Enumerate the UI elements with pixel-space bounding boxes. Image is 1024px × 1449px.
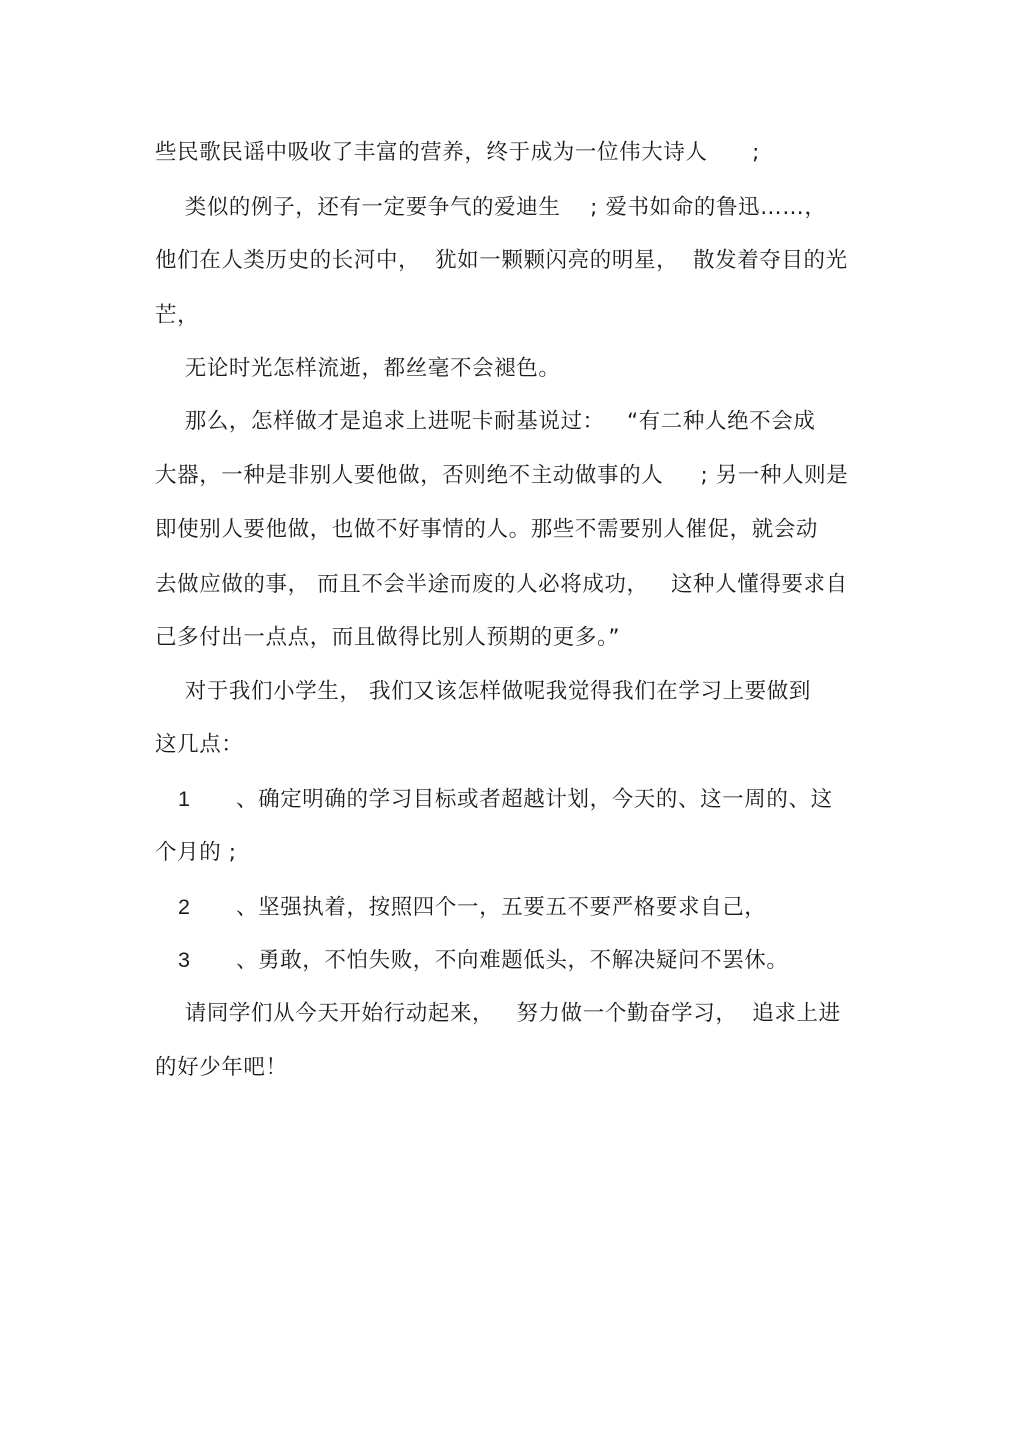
list-item-text: 、勇敢，不怕失败，不向难题低头，不解决疑问不罢休。 — [236, 948, 789, 973]
text-line: 他们在人类历史的长河中， 犹如一颗颗闪亮的明星， 散发着夺目的光 — [155, 248, 848, 273]
text-line: 的好少年吧！ — [155, 1055, 288, 1080]
list-item-number: 1 — [178, 787, 191, 811]
list-item-text: 、坚强执着，按照四个一，五要五不要严格要求自己， — [236, 895, 767, 920]
text-line: 芒， — [155, 303, 200, 328]
text-line: 大器，一种是非别人要他做，否则绝不主动做事的人 ; 另一种人则是 — [155, 463, 849, 488]
text-line: 无论时光怎样流逝，都丝毫不会褪色。 — [155, 356, 561, 381]
list-item-number: 3 — [178, 948, 191, 972]
text-line: 那么，怎样做才是追求上进呢卡耐基说过： “有二种人绝不会成 — [155, 409, 816, 434]
list-item — [178, 945, 789, 976]
text-line: 这几点： — [155, 732, 244, 757]
list-item-text: 、确定明确的学习目标或者超越计划，今天的、这一周的、这 — [236, 787, 833, 812]
list-item — [178, 892, 766, 923]
text-line: 即使别人要他做，也做不好事情的人。那些不需要别人催促，就会动 — [155, 517, 819, 542]
list-item — [178, 784, 833, 815]
text-line: 己多付出一点点，而且做得比别人预期的更多。” — [155, 625, 621, 650]
list-item-number: 2 — [178, 895, 191, 919]
text-line: 些民歌民谣中吸收了丰富的营养，终于成为一位伟大诗人 ; — [155, 140, 760, 165]
text-line: 类似的例子，还有一定要争气的爱迪生 ; 爱书如命的鲁迅……， — [155, 195, 827, 220]
text-line: 去做应做的事， 而且不会半途而废的人必将成功， 这种人懂得要求自 — [155, 572, 848, 597]
text-line: 对于我们小学生， 我们又该怎样做呢我觉得我们在学习上要做到 — [155, 679, 811, 704]
text-line: 个月的 ; — [155, 840, 237, 865]
text-line: 请同学们从今天开始行动起来， 努力做一个勤奋学习， 追求上进 — [155, 1001, 841, 1026]
